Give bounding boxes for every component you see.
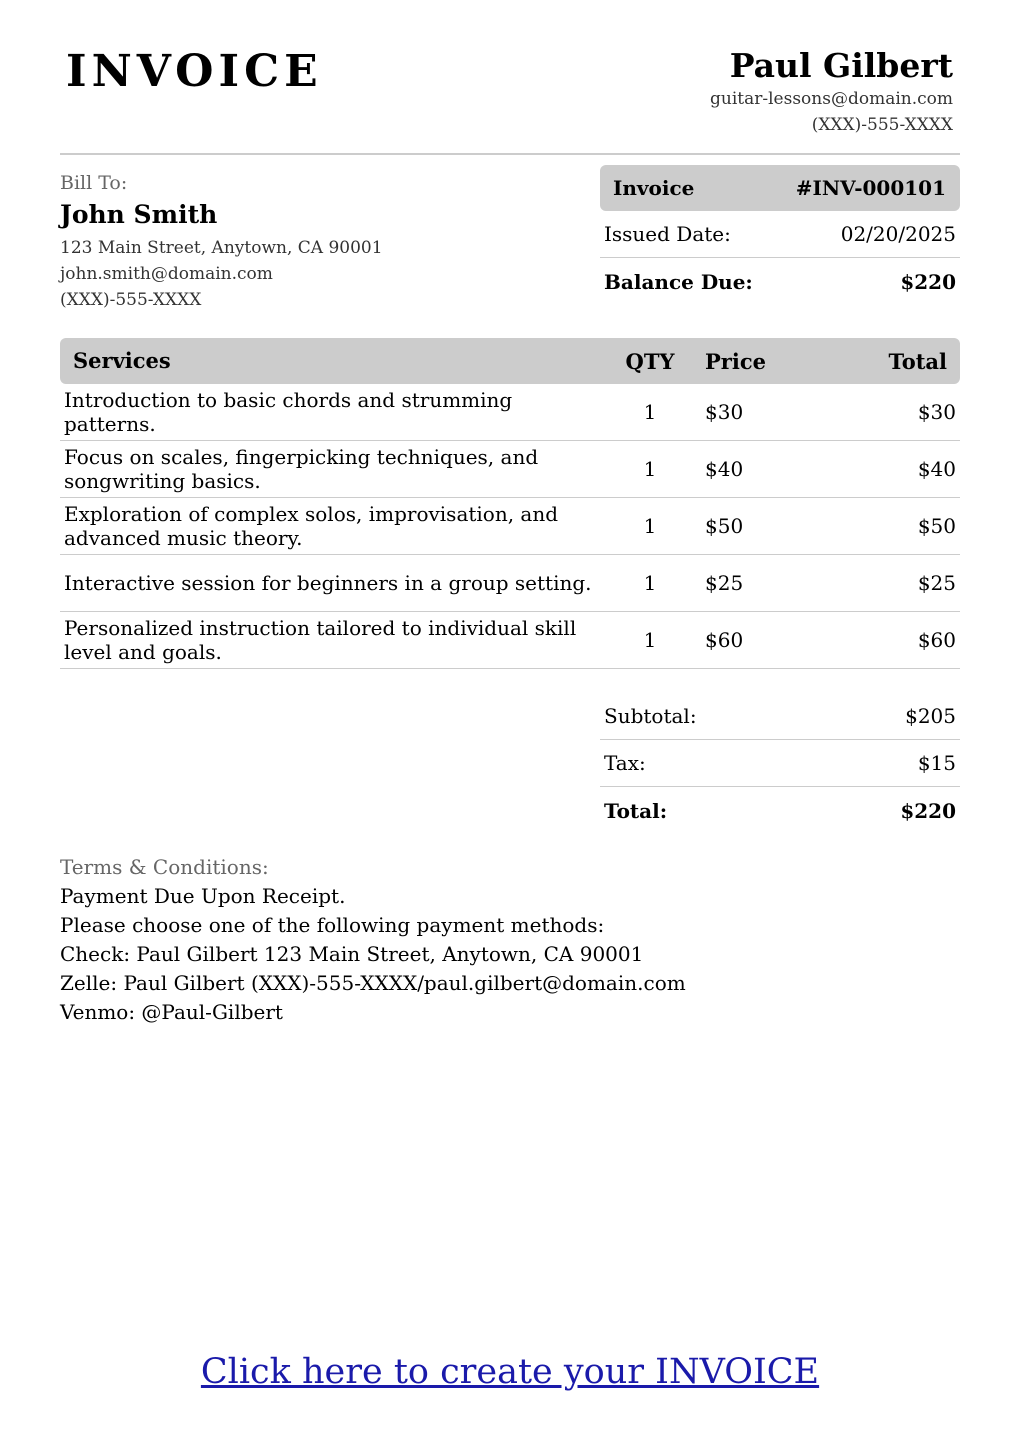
service-qty: 1 — [643, 571, 657, 595]
service-price: $40 — [705, 457, 744, 481]
issued-date-label: Issued Date: — [604, 222, 731, 246]
tax-value: $15 — [917, 751, 956, 775]
service-total: $40 — [917, 457, 956, 481]
sender-phone: (XXX)-555-XXXX — [811, 115, 953, 135]
service-qty: 1 — [643, 400, 657, 424]
balance-due-value: $220 — [900, 269, 956, 294]
column-header-total: Total — [888, 348, 947, 374]
table-row — [60, 498, 960, 555]
cta-section — [0, 1352, 1020, 1392]
tax-row — [600, 740, 960, 787]
terms-line: Zelle: Paul Gilbert (XXX)-555-XXXX/paul.gilbert@domain.com — [60, 971, 686, 995]
column-header-price: Price — [705, 348, 766, 374]
terms-line: Venmo: @Paul-Gilbert — [60, 1000, 283, 1024]
invoice-number-header — [600, 165, 960, 211]
sender-name: Paul Gilbert — [729, 46, 953, 85]
totals-section — [600, 693, 960, 834]
subtotal-row — [600, 693, 960, 740]
service-total: $30 — [917, 400, 956, 424]
column-header-services: Services — [73, 348, 171, 373]
service-price: $50 — [705, 514, 744, 538]
invoice-label: Invoice — [613, 176, 695, 200]
terms-label: Terms & Conditions: — [60, 855, 269, 879]
service-qty: 1 — [643, 457, 657, 481]
service-description: Interactive session for beginners in a group setting. — [64, 571, 592, 595]
issued-date-value: 02/20/2025 — [840, 222, 956, 246]
bill-to-section — [60, 171, 580, 313]
client-phone: (XXX)-555-XXXX — [60, 290, 202, 310]
column-header-qty: QTY — [625, 348, 675, 374]
service-description: Focus on scales, fingerpicking techniques, and songwriting basics. — [64, 445, 539, 493]
total-value: $220 — [900, 798, 956, 823]
terms-line: Please choose one of the following payment methods: — [60, 913, 605, 937]
client-address: 123 Main Street, Anytown, CA 90001 — [60, 238, 383, 258]
invoice-heading: INVOICE — [66, 46, 323, 97]
sender-email: guitar-lessons@domain.com — [710, 89, 953, 109]
sender-info — [710, 46, 953, 138]
table-row — [60, 441, 960, 498]
service-total: $50 — [917, 514, 956, 538]
service-qty: 1 — [643, 514, 657, 538]
total-row — [600, 787, 960, 834]
service-description: Introduction to basic chords and strumming patterns. — [64, 388, 513, 436]
services-table — [60, 338, 960, 669]
header-divider — [60, 153, 960, 155]
bill-to-label: Bill To: — [60, 172, 128, 194]
invoice-number: #INV-000101 — [795, 176, 946, 200]
service-price: $25 — [705, 571, 744, 595]
table-row — [60, 612, 960, 669]
table-row — [60, 555, 960, 612]
subtotal-label: Subtotal: — [604, 704, 697, 728]
services-header-row — [60, 338, 960, 384]
service-description: Personalized instruction tailored to individual skill level and goals. — [64, 616, 577, 664]
terms-section — [60, 853, 960, 1027]
service-qty: 1 — [643, 628, 657, 652]
balance-due-label: Balance Due: — [604, 269, 753, 294]
table-row — [60, 384, 960, 441]
terms-line: Check: Paul Gilbert 123 Main Street, Anytown, CA 90001 — [60, 942, 644, 966]
client-name: John Smith — [60, 200, 218, 229]
total-label: Total: — [604, 798, 668, 823]
invoice-meta — [600, 165, 960, 305]
service-price: $60 — [705, 628, 744, 652]
client-email: john.smith@domain.com — [60, 264, 273, 284]
tax-label: Tax: — [604, 751, 646, 775]
issued-date-row — [600, 211, 960, 258]
subtotal-value: $205 — [905, 704, 956, 728]
balance-due-row — [600, 258, 960, 305]
service-total: $60 — [917, 628, 956, 652]
service-description: Exploration of complex solos, improvisation, and advanced music theory. — [64, 502, 559, 550]
service-total: $25 — [917, 571, 956, 595]
create-invoice-link[interactable]: Click here to create your INVOICE — [200, 1352, 820, 1392]
service-price: $30 — [705, 400, 744, 424]
terms-line: Payment Due Upon Receipt. — [60, 884, 346, 908]
